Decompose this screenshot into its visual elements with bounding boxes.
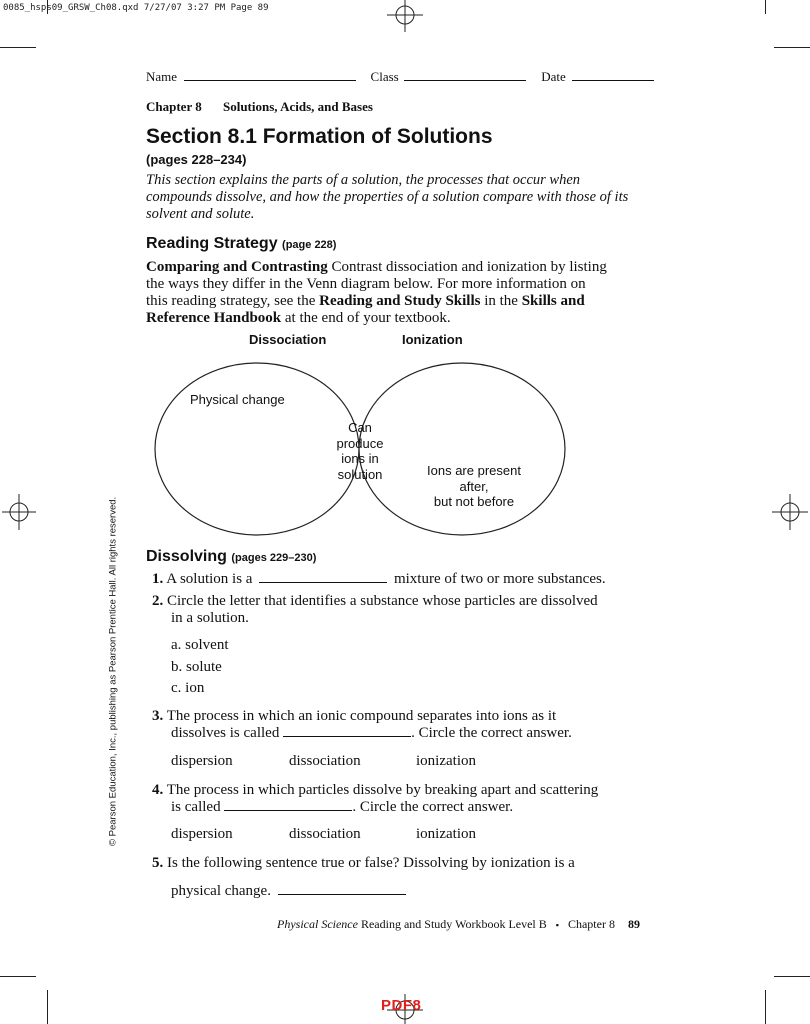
name-field[interactable] <box>184 79 356 81</box>
name-line <box>146 69 666 85</box>
q2-option-b[interactable]: b. solute <box>171 659 222 675</box>
section-pages: (pages 228–234) <box>146 152 247 167</box>
date-label: Date <box>541 69 566 84</box>
crop-mark <box>47 990 48 1024</box>
q4-choice-dissociation[interactable]: dissociation <box>289 826 361 842</box>
venn-center-text: Can produce ions in solution <box>336 420 384 482</box>
q3-choice-dispersion[interactable]: dispersion <box>171 753 233 769</box>
q3-answer-field[interactable] <box>283 735 411 737</box>
crop-mark <box>774 976 810 977</box>
q3-choice-dissociation[interactable]: dissociation <box>289 753 361 769</box>
date-field[interactable] <box>572 79 654 81</box>
q4-choice-ionization[interactable]: ionization <box>416 826 476 842</box>
crop-mark <box>774 47 810 48</box>
venn-right-text: Ions are present after, but not before <box>427 463 521 509</box>
venn-left-label: Dissociation <box>249 332 327 347</box>
q1-answer-field[interactable] <box>259 581 387 583</box>
name-label: Name <box>146 69 178 84</box>
crop-mark <box>765 0 766 14</box>
reading-strategy-text: Comparing and Contrasting Contrast dissociation and ionization by listing the ways they differ in the Venn diagram below. For more information on this reading strategy, see the Reading and Study Skills in the Skills and Reference Handbook at the end of your textbook. <box>146 259 607 326</box>
q4-answer-field[interactable] <box>224 809 352 811</box>
section-title: Section 8.1 Formation of Solutions <box>146 125 493 148</box>
copyright-notice: © Pearson Education, Inc., publishing as Pearson Prentice Hall. All rights reserved. <box>107 496 119 846</box>
chapter-title: Solutions, Acids, and Bases <box>222 99 373 114</box>
chapter-label: Chapter 8 <box>146 99 202 114</box>
section-intro: This section explains the parts of a solution, the processes that occur when compounds dissolve, and how the properties of a solution compare with those of its solvent and solute. <box>146 172 629 222</box>
crop-mark <box>765 990 766 1024</box>
registration-mark-right <box>772 490 808 534</box>
question-5: 5. Is the following sentence true or false? Dissolving by ionization is a <box>152 855 575 871</box>
crop-mark <box>0 976 36 977</box>
registration-mark-left <box>2 490 36 534</box>
q2-option-a[interactable]: a. solvent <box>171 637 229 653</box>
q2-option-c[interactable]: c. ion <box>171 680 205 696</box>
q5-answer-field[interactable] <box>278 893 406 895</box>
class-label: Class <box>370 69 399 84</box>
question-5-line-2: physical change. <box>171 883 406 900</box>
question-4: 4. The process in which particles dissolve by breaking apart and scattering is called . Circle the correct answer. <box>152 782 599 815</box>
registration-mark-top <box>383 0 427 32</box>
crop-mark <box>0 47 36 48</box>
class-field[interactable] <box>404 79 526 81</box>
question-1: 1. A solution is a mixture of two or more substances. <box>152 571 606 587</box>
reading-strategy-heading: Reading Strategy (page 228) <box>146 235 337 252</box>
file-header: 0085_hsps09_GRSW_Ch08.qxd 7/27/07 3:27 PM Page 89 <box>3 3 269 13</box>
page-number: 89 <box>627 917 640 931</box>
q3-choice-ionization[interactable]: ionization <box>416 753 476 769</box>
pdf8-watermark: PDF8 <box>381 997 422 1014</box>
chapter-line <box>146 99 373 115</box>
question-3: 3. The process in which an ionic compound separates into ions as it dissolves is called . Circle the correct answer. <box>152 708 572 741</box>
venn-left-text: Physical change <box>190 392 285 407</box>
q4-choice-dispersion[interactable]: dispersion <box>171 826 233 842</box>
venn-right-label: Ionization <box>402 332 463 347</box>
page-footer: Physical Science Reading and Study Workbook Level B ▪ Chapter 8 89 <box>277 917 640 931</box>
dissolving-heading: Dissolving (pages 229–230) <box>146 548 317 565</box>
question-2: 2. Circle the letter that identifies a substance whose particles are dissolved in a solution. <box>152 593 598 626</box>
